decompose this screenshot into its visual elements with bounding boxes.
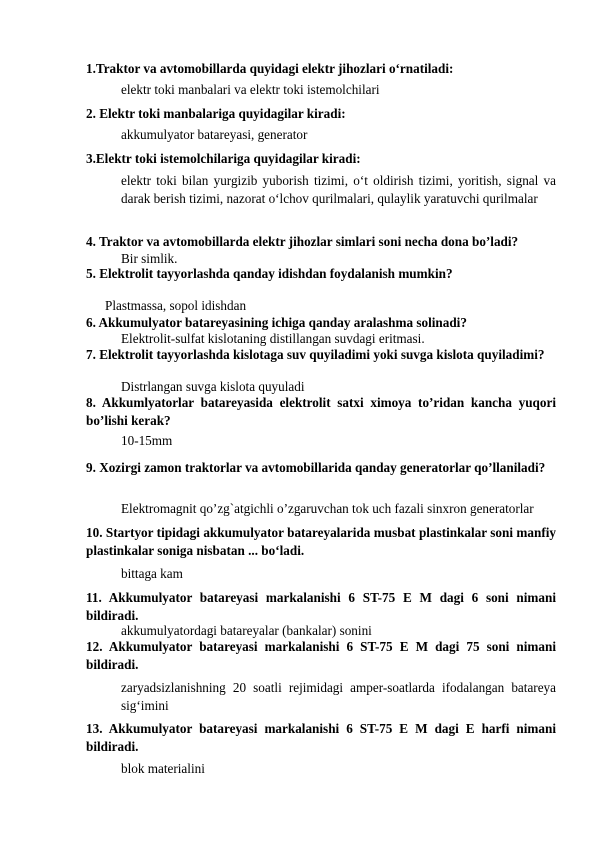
question-7: 7. Elektrolit tayyorlashda kislotaga suv quyiladimi yoki suvga kislota quyiladimi? xyxy=(86,347,545,362)
answer-4: Bir simlik. xyxy=(121,251,178,266)
question-3: 3.Elektr toki istemolchilariga quyidagilar kiradi: xyxy=(86,151,361,166)
question-4: 4. Traktor va avtomobillarda elektr jihozlar simlari soni necha dona bo’ladi? xyxy=(86,234,519,249)
answer-12: zaryadsizlanishning 20 soatli rejimidagi amper-soatlarda ifodalangan batareya sig‘imini xyxy=(121,680,556,713)
answer-9: Elektromagnit qo’zg`atgichli o’zgaruvchan tok uch fazali sinxron generatorlar xyxy=(121,501,534,516)
question-1: 1.Traktor va avtomobillarda quyidagi elektr jihozlari o‘rnatiladi: xyxy=(86,61,454,76)
question-11: 11. Akkumulyator batareyasi markalanishi 6 ST-75 E M dagi 6 soni nimani bildiradi. xyxy=(86,590,556,623)
question-8: 8. Akkumlyatorlar batareyasida elektrolit satxi ximoya to’ridan kancha yuqori bo’lishi kerak? xyxy=(86,395,556,428)
answer-2: akkumulyator batareyasi, generator xyxy=(121,127,308,142)
question-12: 12. Akkumulyator batareyasi markalanishi 6 ST-75 E M dagi 75 soni nimani bildiradi. xyxy=(86,639,556,672)
answer-3: elektr toki bilan yurgizib yuborish tizimi, o‘t oldirish tizimi, yoritish, signal va darak berish tizimi, nazorat o‘lchov qurilmalari, qulaylik yaratuvchi qurilmalar xyxy=(121,173,556,206)
answer-5: Plastmassa, sopol idishdan xyxy=(105,298,247,313)
answer-10: bittaga kam xyxy=(121,566,183,581)
question-10: 10. Startyor tipidagi akkumulyator batareyalarida musbat plastinkalar soni manfiy plastinkalar soniga nisbatan ... bo‘ladi. xyxy=(86,525,556,558)
answer-1: elektr toki manbalari va elektr toki istemolchilari xyxy=(121,82,380,97)
question-9: 9. Xozirgi zamon traktorlar va avtomobillarida qanday generatorlar qo’llaniladi? xyxy=(86,460,546,475)
question-13: 13. Akkumulyator batareyasi markalanishi 6 ST-75 E M dagi E harfi nimani bildiradi. xyxy=(86,721,556,754)
question-5: 5. Elektrolit tayyorlashda qanday idishdan foydalanish mumkin? xyxy=(86,266,453,281)
answer-8: 10-15mm xyxy=(121,433,173,448)
answer-7: Distrlangan suvga kislota quyuladi xyxy=(121,379,305,394)
answer-11: akkumulyatordagi batareyalar (bankalar) sonini xyxy=(121,623,372,638)
question-6: 6. Akkumulyator batareyasining ichiga qanday aralashma solinadi? xyxy=(86,315,467,330)
answer-6: Elektrolit-sulfat kislotaning distillangan suvdagi eritmasi. xyxy=(121,331,425,346)
question-2: 2. Elektr toki manbalariga quyidagilar kiradi: xyxy=(86,106,346,121)
answer-13: blok materialini xyxy=(121,761,205,776)
